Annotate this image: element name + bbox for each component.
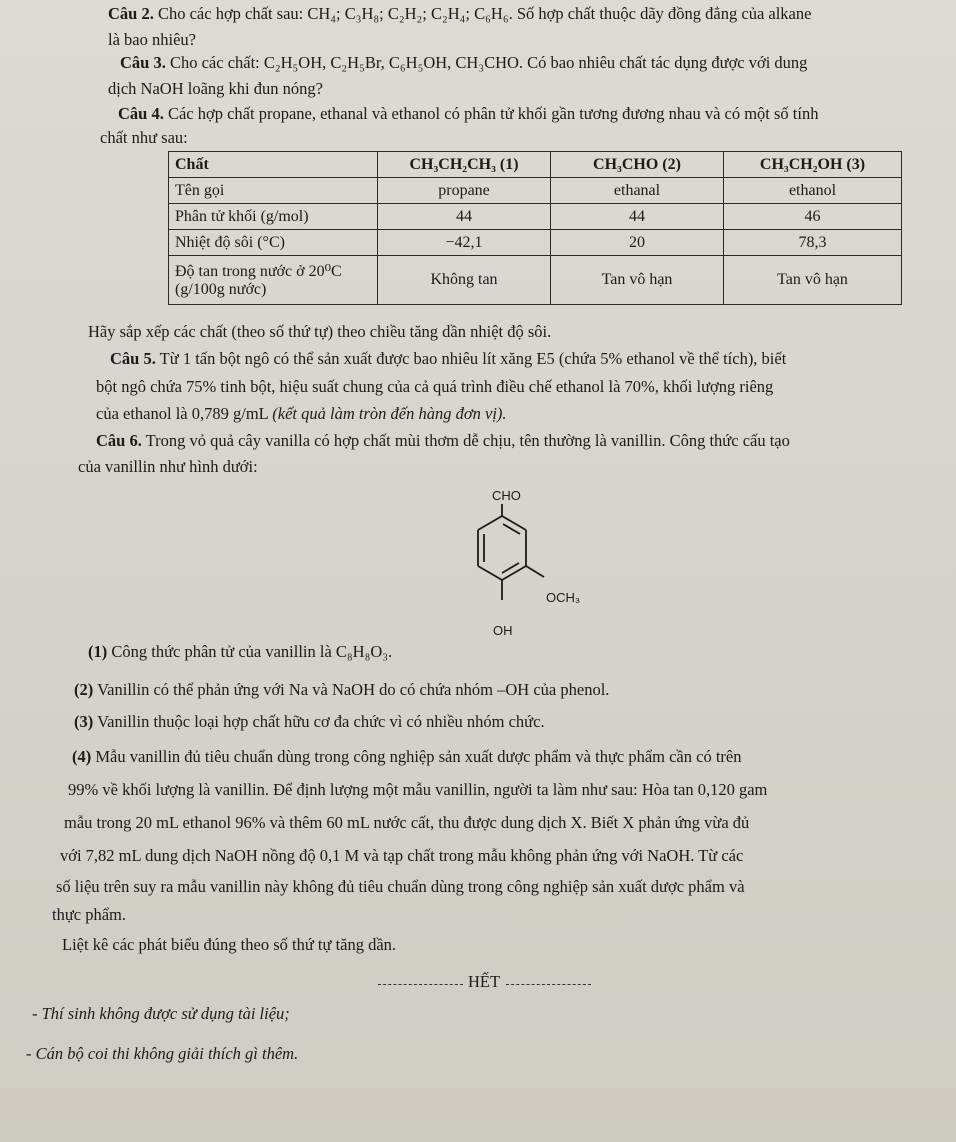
end-divider-left [378,984,463,985]
question-5-line-3 [96,404,507,424]
solubility-label-line-2: (g/100g nước) [175,281,267,298]
question-2-line-1 [108,4,811,24]
statement-3 [74,712,545,732]
question-6-text: Trong vỏ quả cây vanilla có hợp chất mùi thơm dễ chịu, tên thường là vanillin. Công thức cấu tạo [145,431,790,450]
statement-1-text: Công thức phân tử của vanillin là C₈H₈O₃. [111,642,393,661]
table-cell: Tan vô hạn [724,256,902,305]
statement-1-number: (1) [88,642,108,661]
benzene-ring [478,504,544,600]
table-cell: 44 [551,204,724,230]
question-4-line-2: chất như sau: [100,128,188,147]
cho-group-label: CHO [492,488,521,503]
question-6-line-1 [96,431,790,451]
table-header-cell: CH₃CHO (2) [551,152,724,178]
table-cell: propane [378,178,551,204]
question-6-label: Câu 6. [96,431,142,450]
table-cell: Nhiệt độ sôi (°C) [169,230,378,256]
question-4-label: Câu 4. [118,104,164,123]
question-2-line-2: là bao nhiêu? [108,30,196,49]
table-header-cell: CH₃CH₂OH (3) [724,152,902,178]
table-row [169,178,902,204]
statement-4-line-5: số liệu trên suy ra mẫu vanillin này không đủ tiêu chuẩn dùng trong công nghiệp sản xuất dược phẩm và [56,877,745,896]
statement-2 [74,680,609,700]
question-3-line-2: dịch NaOH loãng khi đun nóng? [108,79,323,98]
table-cell: Tan vô hạn [551,256,724,305]
question-5-line-1 [110,349,786,369]
question-4-line-1 [118,104,818,124]
statement-4-number: (4) [72,747,92,766]
question-5-text-end: của ethanol là 0,789 g/mL [96,404,269,423]
question-2-label: Câu 2. [108,4,154,23]
end-mark: HẾT [468,972,501,991]
question-5-rounding-note: (kết quả làm tròn đến hàng đơn vị). [272,404,507,423]
table-header-row [169,152,902,178]
end-divider-right [506,984,591,985]
table-cell: Phân tử khối (g/mol) [169,204,378,230]
question-5-text: Từ 1 tấn bột ngô có thể sản xuất được bao nhiêu lít xăng E5 (chứa 5% ethanol về thể tích), biết [159,349,787,368]
question-3-line-1 [120,53,807,73]
vanillin-structure [446,482,616,642]
solubility-label-line-1: Độ tan trong nước ở 20⁰C [175,263,342,280]
statement-4-line-1 [72,747,742,767]
question-4-instruction: Hãy sắp xếp các chất (theo số thứ tự) theo chiều tăng dần nhiệt độ sôi. [88,322,552,341]
table-cell [169,256,378,305]
statement-3-number: (3) [74,712,94,731]
och3-group-label: OCH₃ [546,590,581,605]
table-cell: Tên gọi [169,178,378,204]
statement-4-line-2: 99% về khối lượng là vanillin. Để định lượng một mẫu vanillin, người ta làm như sau: Hòa tan 0,120 gam [68,780,768,799]
table-cell: 20 [551,230,724,256]
statement-4-text: Mẫu vanillin đủ tiêu chuẩn dùng trong công nghiệp sản xuất dược phẩm và thực phẩm cần có trên [95,747,742,766]
table-cell: −42,1 [378,230,551,256]
question-3-label: Câu 3. [120,53,166,72]
table-cell: 44 [378,204,551,230]
statement-1 [88,642,392,662]
statement-4-line-6: thực phẩm. [52,905,127,924]
note-2: - Cán bộ coi thi không giải thích gì thêm. [26,1044,299,1063]
question-2-text: Cho các hợp chất sau: CH₄; C₃H₈; C₂H₂; C₂H₄; C₆H₆. Số hợp chất thuộc dãy đồng đẳng của alkane [157,4,812,23]
statement-4-line-4: với 7,82 mL dung dịch NaOH nồng độ 0,1 M và tạp chất trong mẫu không phản ứng với NaOH. Từ các [60,846,744,865]
table-cell: ethanal [551,178,724,204]
question-3-text: Cho các chất: C₂H₅OH, C₂H₅Br, C₆H₅OH, CH₃CHO. Có bao nhiêu chất tác dụng được với dung [169,53,808,72]
table-cell: Không tan [378,256,551,305]
statement-3-text: Vanillin thuộc loại hợp chất hữu cơ đa chức vì có nhiều nhóm chức. [97,712,545,731]
table-header-cell: Chất [169,152,378,178]
question-5-label: Câu 5. [110,349,156,368]
table-cell: ethanol [724,178,902,204]
table-cell: 78,3 [724,230,902,256]
statement-4-line-3: mẫu trong 20 mL ethanol 96% và thêm 60 mL nước cất, thu được dung dịch X. Biết X phản ứng vừa đủ [64,813,750,832]
statement-2-number: (2) [74,680,94,699]
table-row [169,230,902,256]
question-4-text: Các hợp chất propane, ethanal và ethanol có phân tử khối gần tương đương nhau và có một số tính [167,104,819,123]
note-1: - Thí sinh không được sử dụng tài liệu; [32,1004,290,1023]
table-cell: 46 [724,204,902,230]
oh-group-label: OH [493,623,513,638]
question-6-conclusion: Liệt kê các phát biểu đúng theo số thứ tự tăng dần. [62,935,397,954]
statement-2-text: Vanillin có thể phản ứng với Na và NaOH do có chứa nhóm –OH của phenol. [97,680,610,699]
table-header-cell: CH₃CH₂CH₃ (1) [378,152,551,178]
question-6-line-2: của vanillin như hình dưới: [78,457,258,476]
question-5-line-2: bột ngô chứa 75% tinh bột, hiệu suất chung của cả quá trình điều chế ethanol là 70%, khối lượng riêng [96,377,774,396]
properties-table [168,151,902,305]
table-row [169,256,902,305]
table-row [169,204,902,230]
